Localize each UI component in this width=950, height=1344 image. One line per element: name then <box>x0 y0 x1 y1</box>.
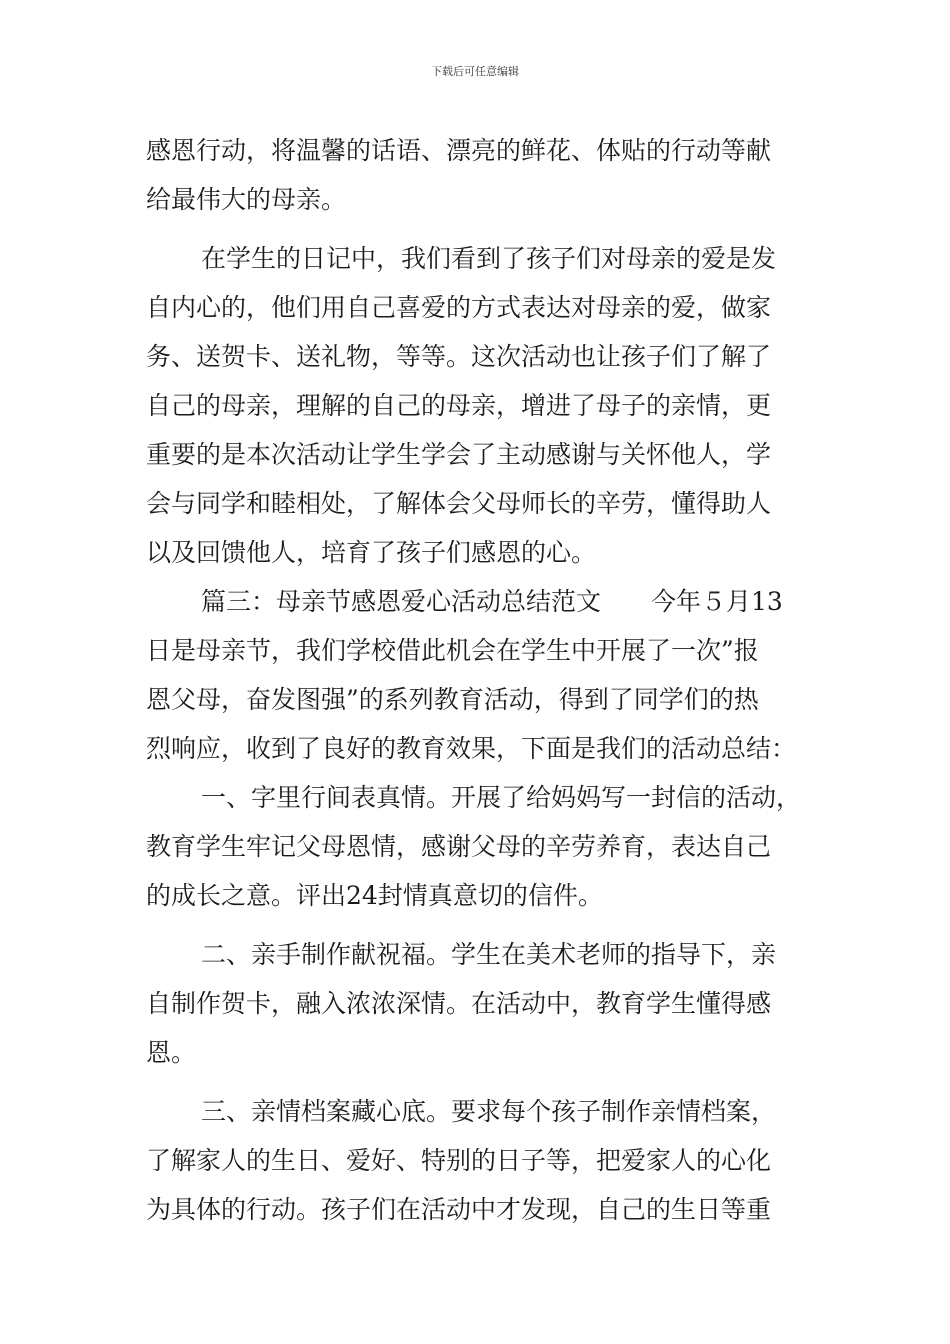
text-line: 篇三：母亲节感恩爱心活动总结范文 今年５月13 <box>201 587 783 616</box>
text-line: 三、亲情档案藏心底。要求每个孩子制作亲情档案， <box>201 1097 777 1126</box>
text-line: 烈响应，收到了良好的教育效果，下面是我们的活动总结： <box>146 734 797 763</box>
text-line: 了解家人的生日、爱好、特别的日子等，把爱家人的心化 <box>146 1146 772 1175</box>
text-line: 的成长之意。评出24封情真意切的信件。 <box>146 881 603 910</box>
text-line: 日是母亲节，我们学校借此机会在学生中开展了一次”报 <box>146 636 759 665</box>
text-line: 一、字里行间表真情。开展了给妈妈写一封信的活动， <box>201 783 802 812</box>
text-line: 务、送贺卡、送礼物，等等。这次活动也让孩子们了解了 <box>146 342 772 371</box>
text-line: 给最伟大的母亲。 <box>146 185 347 214</box>
text-line: 教育学生牢记父母恩情，感谢父母的辛劳养育，表达自己 <box>146 832 772 861</box>
text-line: 自内心的，他们用自己喜爱的方式表达对母亲的爱，做家 <box>146 293 772 322</box>
text-line: 自己的母亲，理解的自己的母亲，增进了母子的亲情，更 <box>146 391 772 420</box>
paragraph-student-diaries <box>146 234 826 577</box>
text-line: 为具体的行动。孩子们在活动中才发现，自己的生日等重 <box>146 1195 772 1224</box>
paragraph-continuation <box>146 126 826 224</box>
paragraph-section-three <box>146 577 826 773</box>
text-line: 二、亲手制作献祝福。学生在美术老师的指导下，亲 <box>201 940 777 969</box>
page-header: 下载后可任意编辑 <box>431 65 519 78</box>
text-line: 会与同学和睦相处，了解体会父母师长的辛劳，懂得助人 <box>146 489 772 518</box>
text-line: 以及回馈他人，培育了孩子们感恩的心。 <box>146 538 597 567</box>
text-line: 自制作贺卡，融入浓浓深情。在活动中，教育学生懂得感 <box>146 989 772 1018</box>
paragraph-item-three <box>146 1087 826 1234</box>
text-line: 恩父母，奋发图强”的系列教育活动，得到了同学们的热 <box>146 685 759 714</box>
text-line: 重要的是本次活动让学生学会了主动感谢与关怀他人，学 <box>146 440 772 469</box>
paragraph-item-one <box>146 773 826 920</box>
text-line: 在学生的日记中，我们看到了孩子们对母亲的爱是发 <box>201 244 777 273</box>
document-body <box>146 126 826 1234</box>
text-line: 感恩行动，将温馨的话语、漂亮的鲜花、体贴的行动等献 <box>146 136 772 165</box>
paragraph-item-two <box>146 930 826 1077</box>
text-line: 恩。 <box>146 1038 197 1067</box>
